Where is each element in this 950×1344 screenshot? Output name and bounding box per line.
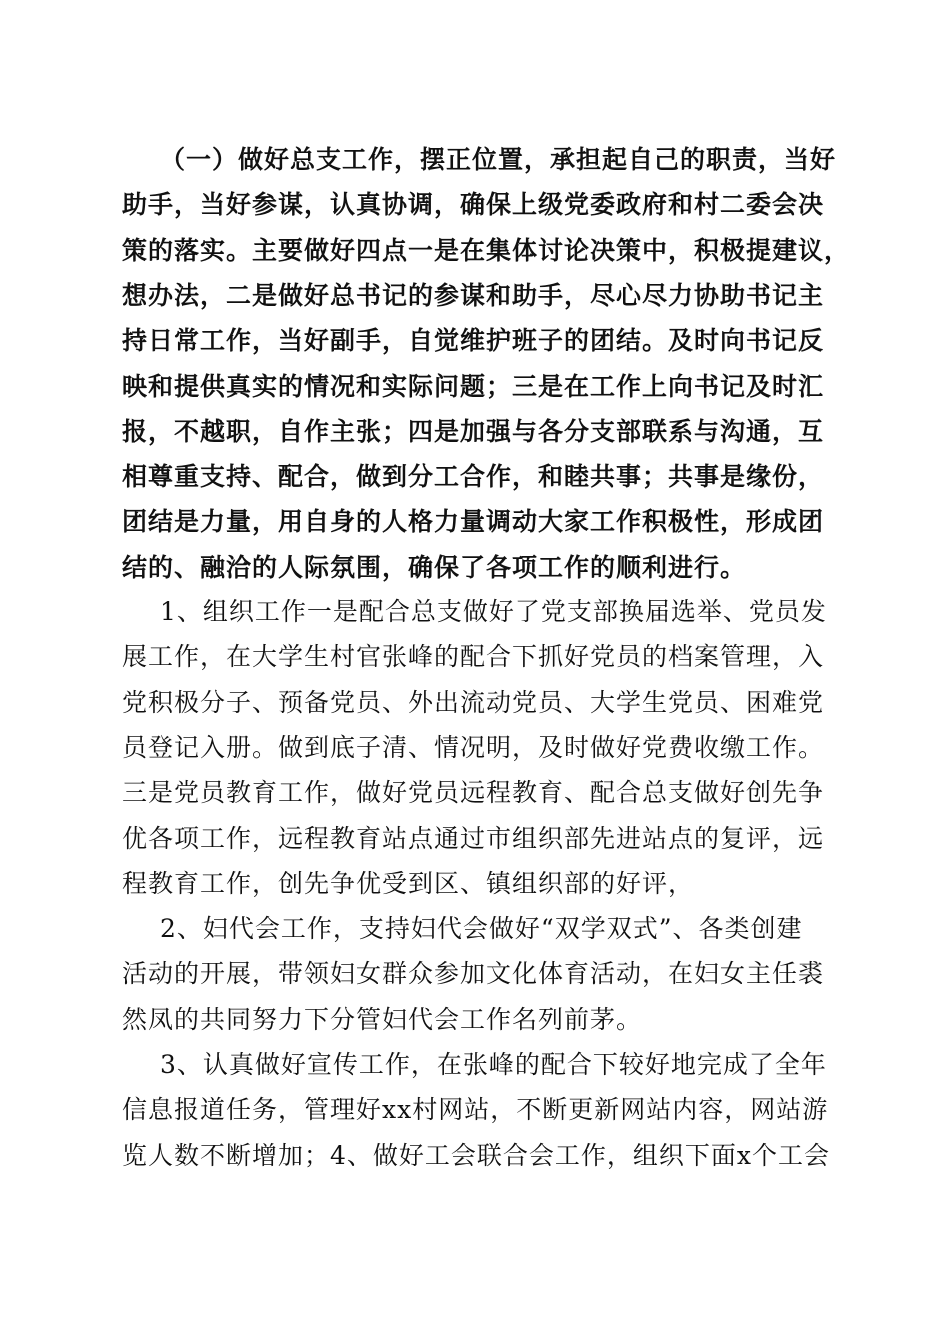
paragraph-heading-line: 相尊重支持、配合，做到分工合作，和睦共事；共事是缘份， [122, 462, 825, 492]
paragraph-line: 信息报道任务，管理好xx村网站，不断更新网站内容，网站游 [122, 1095, 829, 1125]
paragraph-heading-line: 策的落实。主要做好四点一是在集体讨论决策中，积极提建议， [122, 235, 851, 265]
paragraph-heading-line: （一）做好总支工作，摆正位置，承担起自己的职责，当好 [160, 145, 837, 174]
paragraph-line: 程教育工作，创先争优受到区、镇组织部的好评， [122, 868, 695, 898]
paragraph-line: 活动的开展，带领妇女群众参加文化体育活动，在妇女主任裘 [122, 959, 825, 989]
paragraph-heading-line: 报，不越职，自作主张；四是加强与各分支部联系与沟通，互 [122, 416, 825, 446]
paragraph-line: 展工作，在大学生村官张峰的配合下抓好党员的档案管理，入 [122, 642, 825, 672]
paragraph-line: 1、组织工作一是配合总支做好了党支部换届选举、党员发 [160, 597, 827, 626]
paragraph-heading-line: 团结是力量，用自身的人格力量调动大家工作积极性，形成团 [122, 507, 825, 537]
paragraph-line: 览人数不断增加；4、做好工会联合会工作，组织下面x个工会 [122, 1140, 831, 1170]
paragraph-line: 2、妇代会工作，支持妇代会做好“双学双式”、各类创建 [160, 914, 803, 943]
paragraph-heading-line: 持日常工作，当好副手，自觉维护班子的团结。及时向书记反 [122, 326, 825, 356]
paragraph-line: 员登记入册。做到底子清、情况明，及时做好党费收缴工作。 [122, 732, 825, 762]
paragraph-heading-line: 助手，当好参谋，认真协调，确保上级党委政府和村二委会决 [122, 190, 825, 220]
paragraph-heading-line: 映和提供真实的情况和实际问题；三是在工作上向书记及时汇 [122, 371, 825, 401]
paragraph-line: 党积极分子、预备党员、外出流动党员、大学生党员、困难党 [122, 687, 825, 717]
paragraph-line: 3、认真做好宣传工作，在张峰的配合下较好地完成了全年 [160, 1050, 827, 1079]
paragraph-heading-line: 想办法，二是做好总书记的参谋和助手，尽心尽力协助书记主 [122, 280, 825, 310]
paragraph-line: 三是党员教育工作，做好党员远程教育、配合总支做好创先争 [122, 778, 825, 808]
paragraph-line: 然凤的共同努力下分管妇代会工作名列前茅。 [122, 1004, 643, 1034]
paragraph-line: 优各项工作，远程教育站点通过市组织部先进站点的复评，远 [122, 823, 825, 853]
paragraph-heading-line: 结的、融洽的人际氛围，确保了各项工作的顺利进行。 [122, 552, 747, 582]
